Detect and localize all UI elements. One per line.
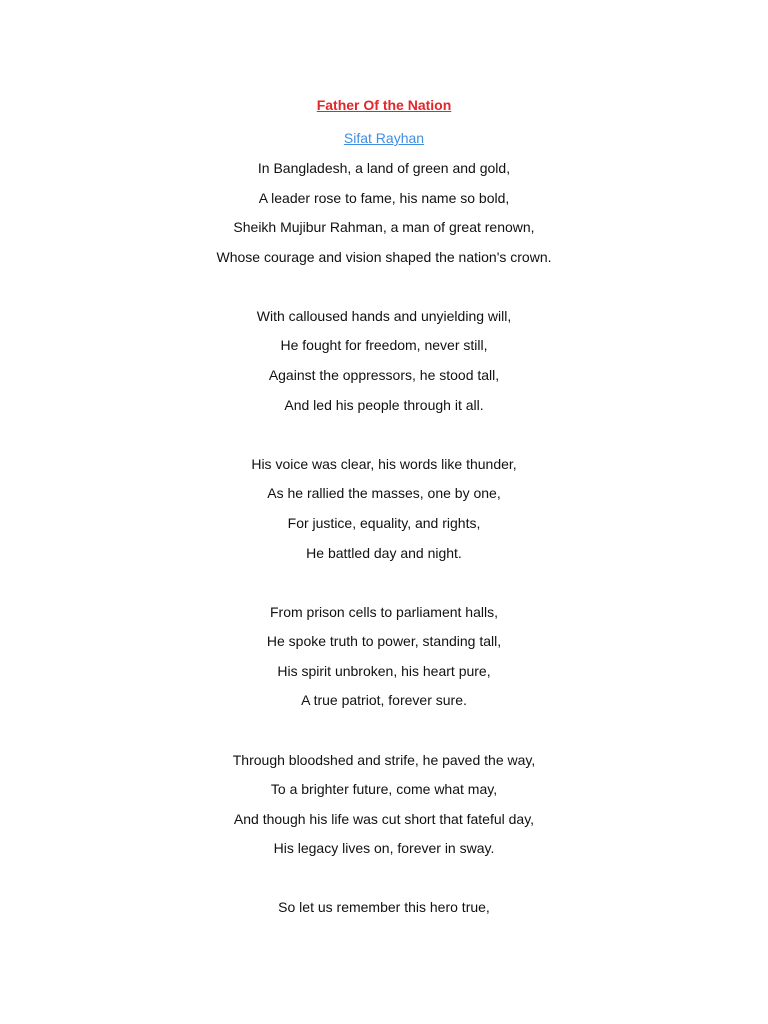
poem-title: Father Of the Nation [316,97,452,113]
poem-line: Through bloodshed and strife, he paved the way, [232,751,536,768]
poem-line: And led his people through it all. [284,396,484,413]
poem-line: Against the oppressors, he stood tall, [268,367,500,384]
poem-line: Whose courage and vision shaped the nation's crown. [216,248,552,265]
poem-line: He spoke truth to power, standing tall, [266,633,502,650]
stanza [0,751,768,869]
poem-line: So let us remember this hero true, [278,899,490,916]
poem-line: As he rallied the masses, one by one, [267,485,501,502]
poem-line: His voice was clear, his words like thunder, [251,455,517,472]
stanza [0,307,768,425]
poem-body [0,159,768,957]
poem-line: A true patriot, forever sure. [301,692,467,709]
stanza [0,455,768,573]
poem-line: A leader rose to fame, his name so bold, [258,189,510,206]
poem-line: To a brighter future, come what may, [270,781,498,798]
poem-line: He battled day and night. [306,544,462,561]
poem-line: He fought for freedom, never still, [280,337,488,354]
poem-author: Sifat Rayhan [343,130,425,146]
stanza [0,159,768,277]
poem-line: Sheikh Mujibur Rahman, a man of great renown, [233,219,535,236]
poem-line: In Bangladesh, a land of green and gold, [257,160,511,176]
poem-line: With calloused hands and unyielding will, [256,307,512,324]
poem-line: From prison cells to parliament halls, [270,603,498,620]
poem-line: His legacy lives on, forever in sway. [273,840,495,857]
stanza [0,603,768,721]
poem-line: For justice, equality, and rights, [287,514,481,531]
poem-line: His spirit unbroken, his heart pure, [277,662,491,679]
poem-line: And though his life was cut short that fateful day, [233,810,535,827]
stanza [0,898,768,928]
